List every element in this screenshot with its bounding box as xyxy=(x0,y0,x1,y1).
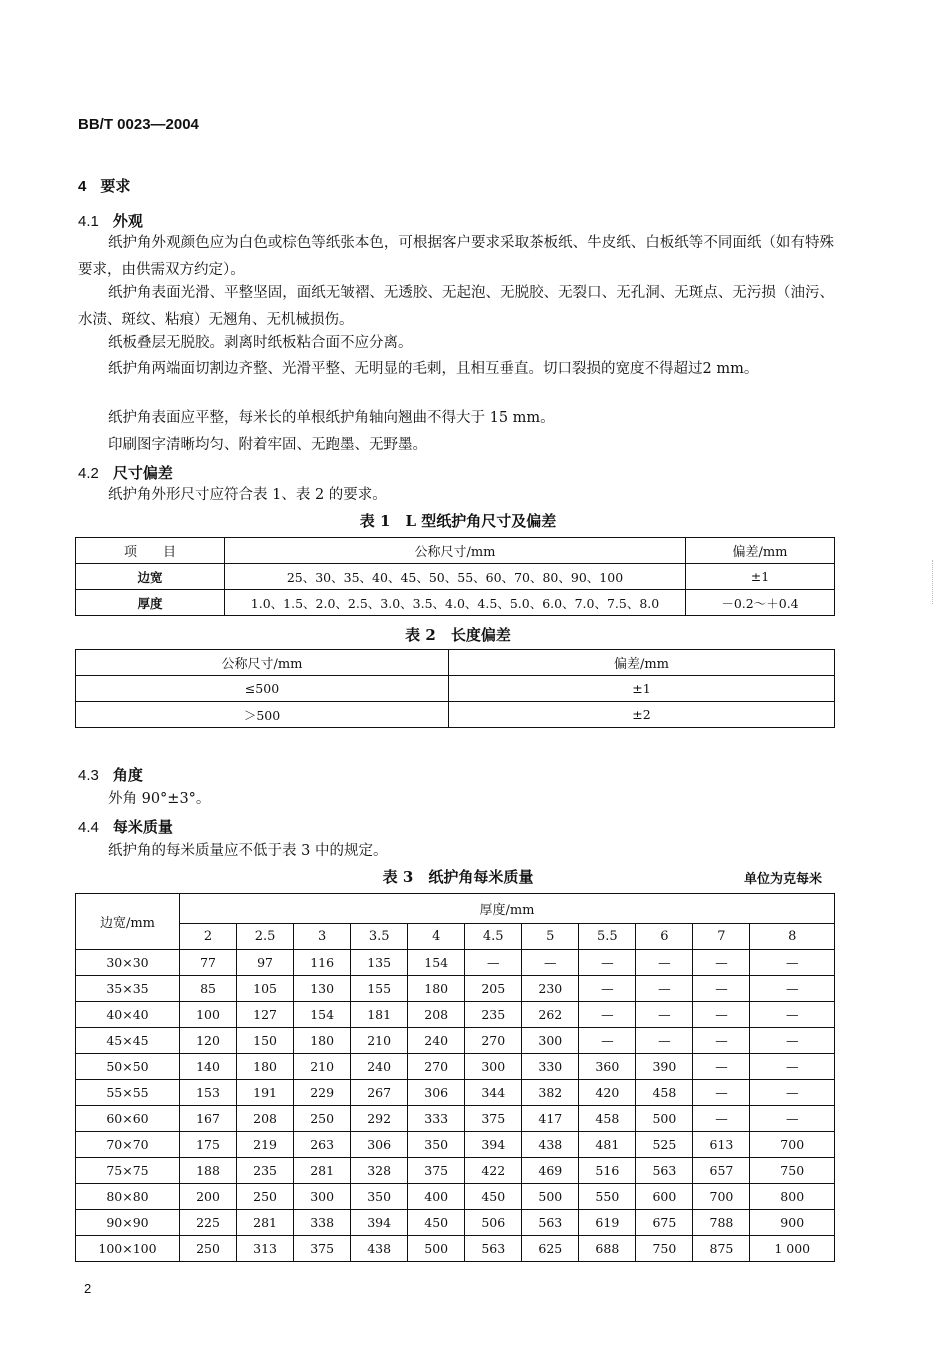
table-cell: 154 xyxy=(408,950,465,976)
table-cell: 205 xyxy=(465,976,522,1002)
table-cell: 60×60 xyxy=(76,1106,180,1132)
table-cell: — xyxy=(693,1002,750,1028)
table-cell: 500 xyxy=(636,1106,693,1132)
table-cell: ±1 xyxy=(686,564,835,590)
table-cell: 45×45 xyxy=(76,1028,180,1054)
thickness-header: 5.5 xyxy=(579,924,636,950)
table-cell: 300 xyxy=(522,1028,579,1054)
table-cell: 250 xyxy=(237,1184,294,1210)
table-row xyxy=(76,1080,835,1106)
table-cell: 300 xyxy=(465,1054,522,1080)
table-cell: 458 xyxy=(579,1106,636,1132)
table-cell: 1.0、1.5、2.0、2.5、3.0、3.5、4.0、4.5、5.0、6.0、7.0、7.5、8.0 xyxy=(225,590,686,616)
table-cell: 563 xyxy=(465,1236,522,1262)
thickness-header: 6 xyxy=(636,924,693,950)
table-header: 公称尺寸/mm xyxy=(76,650,449,676)
section-4-4-heading xyxy=(78,816,173,837)
table-cell: 127 xyxy=(237,1002,294,1028)
table-cell: 563 xyxy=(522,1210,579,1236)
table-cell: 263 xyxy=(294,1132,351,1158)
table-cell: 85 xyxy=(180,976,237,1002)
table-1-caption: 表 1 L 型纸护角尺寸及偏差 xyxy=(359,512,557,530)
table-cell: 77 xyxy=(180,950,237,976)
thickness-header: 3 xyxy=(294,924,351,950)
table-cell: 225 xyxy=(180,1210,237,1236)
table-cell: 153 xyxy=(180,1080,237,1106)
table-row xyxy=(76,1106,835,1132)
table-cell: 344 xyxy=(465,1080,522,1106)
table-cell: 360 xyxy=(579,1054,636,1080)
table-cell: — xyxy=(636,976,693,1002)
table-cell: 657 xyxy=(693,1158,750,1184)
table-cell: 200 xyxy=(180,1184,237,1210)
table-cell: 80×80 xyxy=(76,1184,180,1210)
table-cell: 250 xyxy=(180,1236,237,1262)
table-cell: 750 xyxy=(750,1158,835,1184)
table-header: 项 目 xyxy=(76,538,225,564)
table-cell: 210 xyxy=(294,1054,351,1080)
table-cell: — xyxy=(750,1002,835,1028)
table-cell: ±1 xyxy=(449,676,835,702)
section-number: 4.1 xyxy=(78,213,99,230)
table-cell: 105 xyxy=(237,976,294,1002)
table-cell: 450 xyxy=(408,1210,465,1236)
table-cell: 229 xyxy=(294,1080,351,1106)
section-4-1-heading xyxy=(78,210,143,231)
thickness-header: 4 xyxy=(408,924,465,950)
thickness-header: 3.5 xyxy=(351,924,408,950)
table-cell: 30×30 xyxy=(76,950,180,976)
table-cell: — xyxy=(693,1054,750,1080)
section-title: 外观 xyxy=(112,212,143,230)
table-cell: 469 xyxy=(522,1158,579,1184)
table-cell: 55×55 xyxy=(76,1080,180,1106)
table-cell: 208 xyxy=(408,1002,465,1028)
table-2 xyxy=(75,649,835,728)
table-row-header: 边宽/mm xyxy=(76,894,180,950)
table-cell: 417 xyxy=(522,1106,579,1132)
thickness-header: 2.5 xyxy=(237,924,294,950)
table-cell: — xyxy=(750,1106,835,1132)
table-cell: — xyxy=(693,1106,750,1132)
table-cell: 394 xyxy=(351,1210,408,1236)
table-cell: 306 xyxy=(351,1132,408,1158)
paragraph-mass: 纸护角的每米质量应不低于表 3 中的规定。 xyxy=(108,843,388,859)
table-cell: 422 xyxy=(465,1158,522,1184)
table-cell: 267 xyxy=(351,1080,408,1106)
table-cell: ＞500 xyxy=(76,702,449,728)
table-cell: 210 xyxy=(351,1028,408,1054)
table-cell: — xyxy=(750,976,835,1002)
standard-code: BB/T 0023—2004 xyxy=(78,116,199,133)
paragraph-angle: 外角 90°±3°。 xyxy=(108,791,211,807)
table-cell: — xyxy=(693,976,750,1002)
paragraph-flatness: 纸护角表面应平整，每米长的单根纸护角轴向翘曲不得大于 15 mm。 xyxy=(108,410,555,426)
table-cell: 250 xyxy=(294,1106,351,1132)
table-row xyxy=(76,1184,835,1210)
table-row xyxy=(76,1210,835,1236)
table-cell: 75×75 xyxy=(76,1158,180,1184)
section-title: 每米质量 xyxy=(112,818,173,836)
table-cell: 563 xyxy=(636,1158,693,1184)
table-cell: — xyxy=(636,1002,693,1028)
table-cell: 333 xyxy=(408,1106,465,1132)
table-3-caption: 表 3 纸护角每米质量 xyxy=(382,868,534,886)
table-cell: 90×90 xyxy=(76,1210,180,1236)
table-cell: 625 xyxy=(522,1236,579,1262)
margin-mark xyxy=(932,560,939,604)
table-cell: 208 xyxy=(237,1106,294,1132)
table-cell: 167 xyxy=(180,1106,237,1132)
table-cell: — xyxy=(636,1028,693,1054)
table-cell: — xyxy=(693,1080,750,1106)
table-cell: 70×70 xyxy=(76,1132,180,1158)
paragraph-end-cut: 纸护角两端面切割边齐整、光滑平整、无明显的毛刺，且相互垂直。切口裂损的宽度不得超过2 mm。 xyxy=(108,361,759,377)
table-cell: 130 xyxy=(294,976,351,1002)
table-cell: 116 xyxy=(294,950,351,976)
paragraph-lamination: 纸板叠层无脱胶。剥离时纸板粘合面不应分离。 xyxy=(108,335,413,351)
thickness-header: 5 xyxy=(522,924,579,950)
section-4-heading xyxy=(78,175,130,196)
table-cell: 150 xyxy=(237,1028,294,1054)
table-cell: 506 xyxy=(465,1210,522,1236)
table-cell: 281 xyxy=(237,1210,294,1236)
table-row xyxy=(76,590,835,616)
table-cell: 140 xyxy=(180,1054,237,1080)
table-cell: 516 xyxy=(579,1158,636,1184)
table-row xyxy=(76,676,835,702)
table-cell: 438 xyxy=(522,1132,579,1158)
table-cell: 875 xyxy=(693,1236,750,1262)
table-cell: 900 xyxy=(750,1210,835,1236)
table-cell: 230 xyxy=(522,976,579,1002)
table-cell: — xyxy=(579,950,636,976)
table-cell: 438 xyxy=(351,1236,408,1262)
thickness-header: 2 xyxy=(180,924,237,950)
table-cell: 330 xyxy=(522,1054,579,1080)
section-title: 要求 xyxy=(100,177,131,195)
table-cell: 240 xyxy=(408,1028,465,1054)
table-cell: — xyxy=(579,1028,636,1054)
table-cell: －0.2～＋0.4 xyxy=(686,590,835,616)
table-cell: 400 xyxy=(408,1184,465,1210)
table-1 xyxy=(75,537,835,616)
table-cell: 306 xyxy=(408,1080,465,1106)
table-row xyxy=(76,1132,835,1158)
table-cell: 525 xyxy=(636,1132,693,1158)
table-cell: 180 xyxy=(237,1054,294,1080)
table-cell: 154 xyxy=(294,1002,351,1028)
table-cell: 191 xyxy=(237,1080,294,1106)
table-cell: 375 xyxy=(294,1236,351,1262)
section-number: 4.4 xyxy=(78,819,99,836)
table-cell: 181 xyxy=(351,1002,408,1028)
table-cell: — xyxy=(693,950,750,976)
table-cell: 450 xyxy=(465,1184,522,1210)
page-number: 2 xyxy=(84,1281,92,1296)
table-cell: — xyxy=(465,950,522,976)
table-cell: — xyxy=(750,950,835,976)
table-cell: — xyxy=(636,950,693,976)
table-cell: — xyxy=(750,1054,835,1080)
table-cell: 边宽 xyxy=(76,564,225,590)
section-number: 4.3 xyxy=(78,767,99,784)
table-3-unit-note: 单位为克每米 xyxy=(743,872,822,887)
table-cell: — xyxy=(522,950,579,976)
table-cell: 375 xyxy=(465,1106,522,1132)
table-cell: 613 xyxy=(693,1132,750,1158)
table-cell: 390 xyxy=(636,1054,693,1080)
table-cell: 750 xyxy=(636,1236,693,1262)
table-cell: 1 000 xyxy=(750,1236,835,1262)
table-cell: 235 xyxy=(237,1158,294,1184)
table-row xyxy=(76,702,835,728)
table-cell: 350 xyxy=(408,1132,465,1158)
table-cell: 688 xyxy=(579,1236,636,1262)
table-cell: 100 xyxy=(180,1002,237,1028)
section-4-2-heading xyxy=(78,462,173,483)
table-cell: 338 xyxy=(294,1210,351,1236)
table-row xyxy=(76,1158,835,1184)
section-number: 4 xyxy=(78,178,87,195)
table-cell: 800 xyxy=(750,1184,835,1210)
table-row xyxy=(76,564,835,590)
table-cell: 35×35 xyxy=(76,976,180,1002)
table-cell: 300 xyxy=(294,1184,351,1210)
table-3 xyxy=(75,893,835,1262)
table-cell: 219 xyxy=(237,1132,294,1158)
table-cell: — xyxy=(750,1028,835,1054)
table-cell: 420 xyxy=(579,1080,636,1106)
thickness-header: 4.5 xyxy=(465,924,522,950)
table-row xyxy=(76,1236,835,1262)
table-cell: 382 xyxy=(522,1080,579,1106)
table-cell: 328 xyxy=(351,1158,408,1184)
section-title: 尺寸偏差 xyxy=(112,464,173,482)
table-cell: 188 xyxy=(180,1158,237,1184)
table-cell: 175 xyxy=(180,1132,237,1158)
table-cell: 700 xyxy=(750,1132,835,1158)
table-cell: 550 xyxy=(579,1184,636,1210)
table-cell: 292 xyxy=(351,1106,408,1132)
table-cell: 180 xyxy=(408,976,465,1002)
table-cell: 180 xyxy=(294,1028,351,1054)
paragraph-appearance-color: 纸护角外观颜色应为白色或棕色等纸张本色，可根据客户要求采取茶板纸、牛皮纸、白板纸等不同面纸（如有特殊要求，由供需双方约定）。 xyxy=(78,235,834,278)
table-cell: 500 xyxy=(522,1184,579,1210)
paragraph-printing: 印刷图字清晰均匀、附着牢固、无跑墨、无野墨。 xyxy=(108,437,427,453)
table-cell: — xyxy=(693,1028,750,1054)
paragraph-appearance-surface: 纸护角表面光滑、平整坚固，面纸无皱褶、无透胶、无起泡、无脱胶、无裂口、无孔洞、无斑点、无污损（油污、水渍、斑纹、粘痕）无翘角、无机械损伤。 xyxy=(78,285,834,328)
table-cell: 675 xyxy=(636,1210,693,1236)
table-cell: 270 xyxy=(408,1054,465,1080)
section-4-3-heading xyxy=(78,764,143,785)
table-row xyxy=(76,1028,835,1054)
thickness-header: 7 xyxy=(693,924,750,950)
table-cell: 788 xyxy=(693,1210,750,1236)
table-cell: 25、30、35、40、45、50、55、60、70、80、90、100 xyxy=(225,564,686,590)
table-cell: — xyxy=(579,976,636,1002)
table-cell: 50×50 xyxy=(76,1054,180,1080)
table-cell: 120 xyxy=(180,1028,237,1054)
table-cell: 700 xyxy=(693,1184,750,1210)
table-cell: 350 xyxy=(351,1184,408,1210)
table-cell: 135 xyxy=(351,950,408,976)
table-cell: 262 xyxy=(522,1002,579,1028)
table-cell: ±2 xyxy=(449,702,835,728)
table-cell: 281 xyxy=(294,1158,351,1184)
table-cell: — xyxy=(579,1002,636,1028)
table-2-caption: 表 2 长度偏差 xyxy=(405,626,511,644)
table-cell: 97 xyxy=(237,950,294,976)
table-cell: 155 xyxy=(351,976,408,1002)
table-group-header: 厚度/mm xyxy=(180,894,835,924)
table-header: 公称尺寸/mm xyxy=(225,538,686,564)
table-cell: 235 xyxy=(465,1002,522,1028)
table-row xyxy=(76,1054,835,1080)
table-cell: 240 xyxy=(351,1054,408,1080)
table-cell: 375 xyxy=(408,1158,465,1184)
table-cell: 100×100 xyxy=(76,1236,180,1262)
section-number: 4.2 xyxy=(78,465,99,482)
table-row xyxy=(76,950,835,976)
table-row xyxy=(76,1002,835,1028)
table-cell: 600 xyxy=(636,1184,693,1210)
table-cell: 458 xyxy=(636,1080,693,1106)
table-cell: 厚度 xyxy=(76,590,225,616)
table-cell: 394 xyxy=(465,1132,522,1158)
table-cell: 481 xyxy=(579,1132,636,1158)
section-title: 角度 xyxy=(112,766,143,784)
table-cell: — xyxy=(750,1080,835,1106)
table-row xyxy=(76,976,835,1002)
thickness-header: 8 xyxy=(750,924,835,950)
table-header: 偏差/mm xyxy=(686,538,835,564)
table-cell: 500 xyxy=(408,1236,465,1262)
table-cell: 40×40 xyxy=(76,1002,180,1028)
table-header: 偏差/mm xyxy=(449,650,835,676)
table-cell: 313 xyxy=(237,1236,294,1262)
paragraph-dimension: 纸护角外形尺寸应符合表 1、表 2 的要求。 xyxy=(108,487,387,503)
table-cell: 270 xyxy=(465,1028,522,1054)
table-cell: 619 xyxy=(579,1210,636,1236)
table-cell: ≤500 xyxy=(76,676,449,702)
